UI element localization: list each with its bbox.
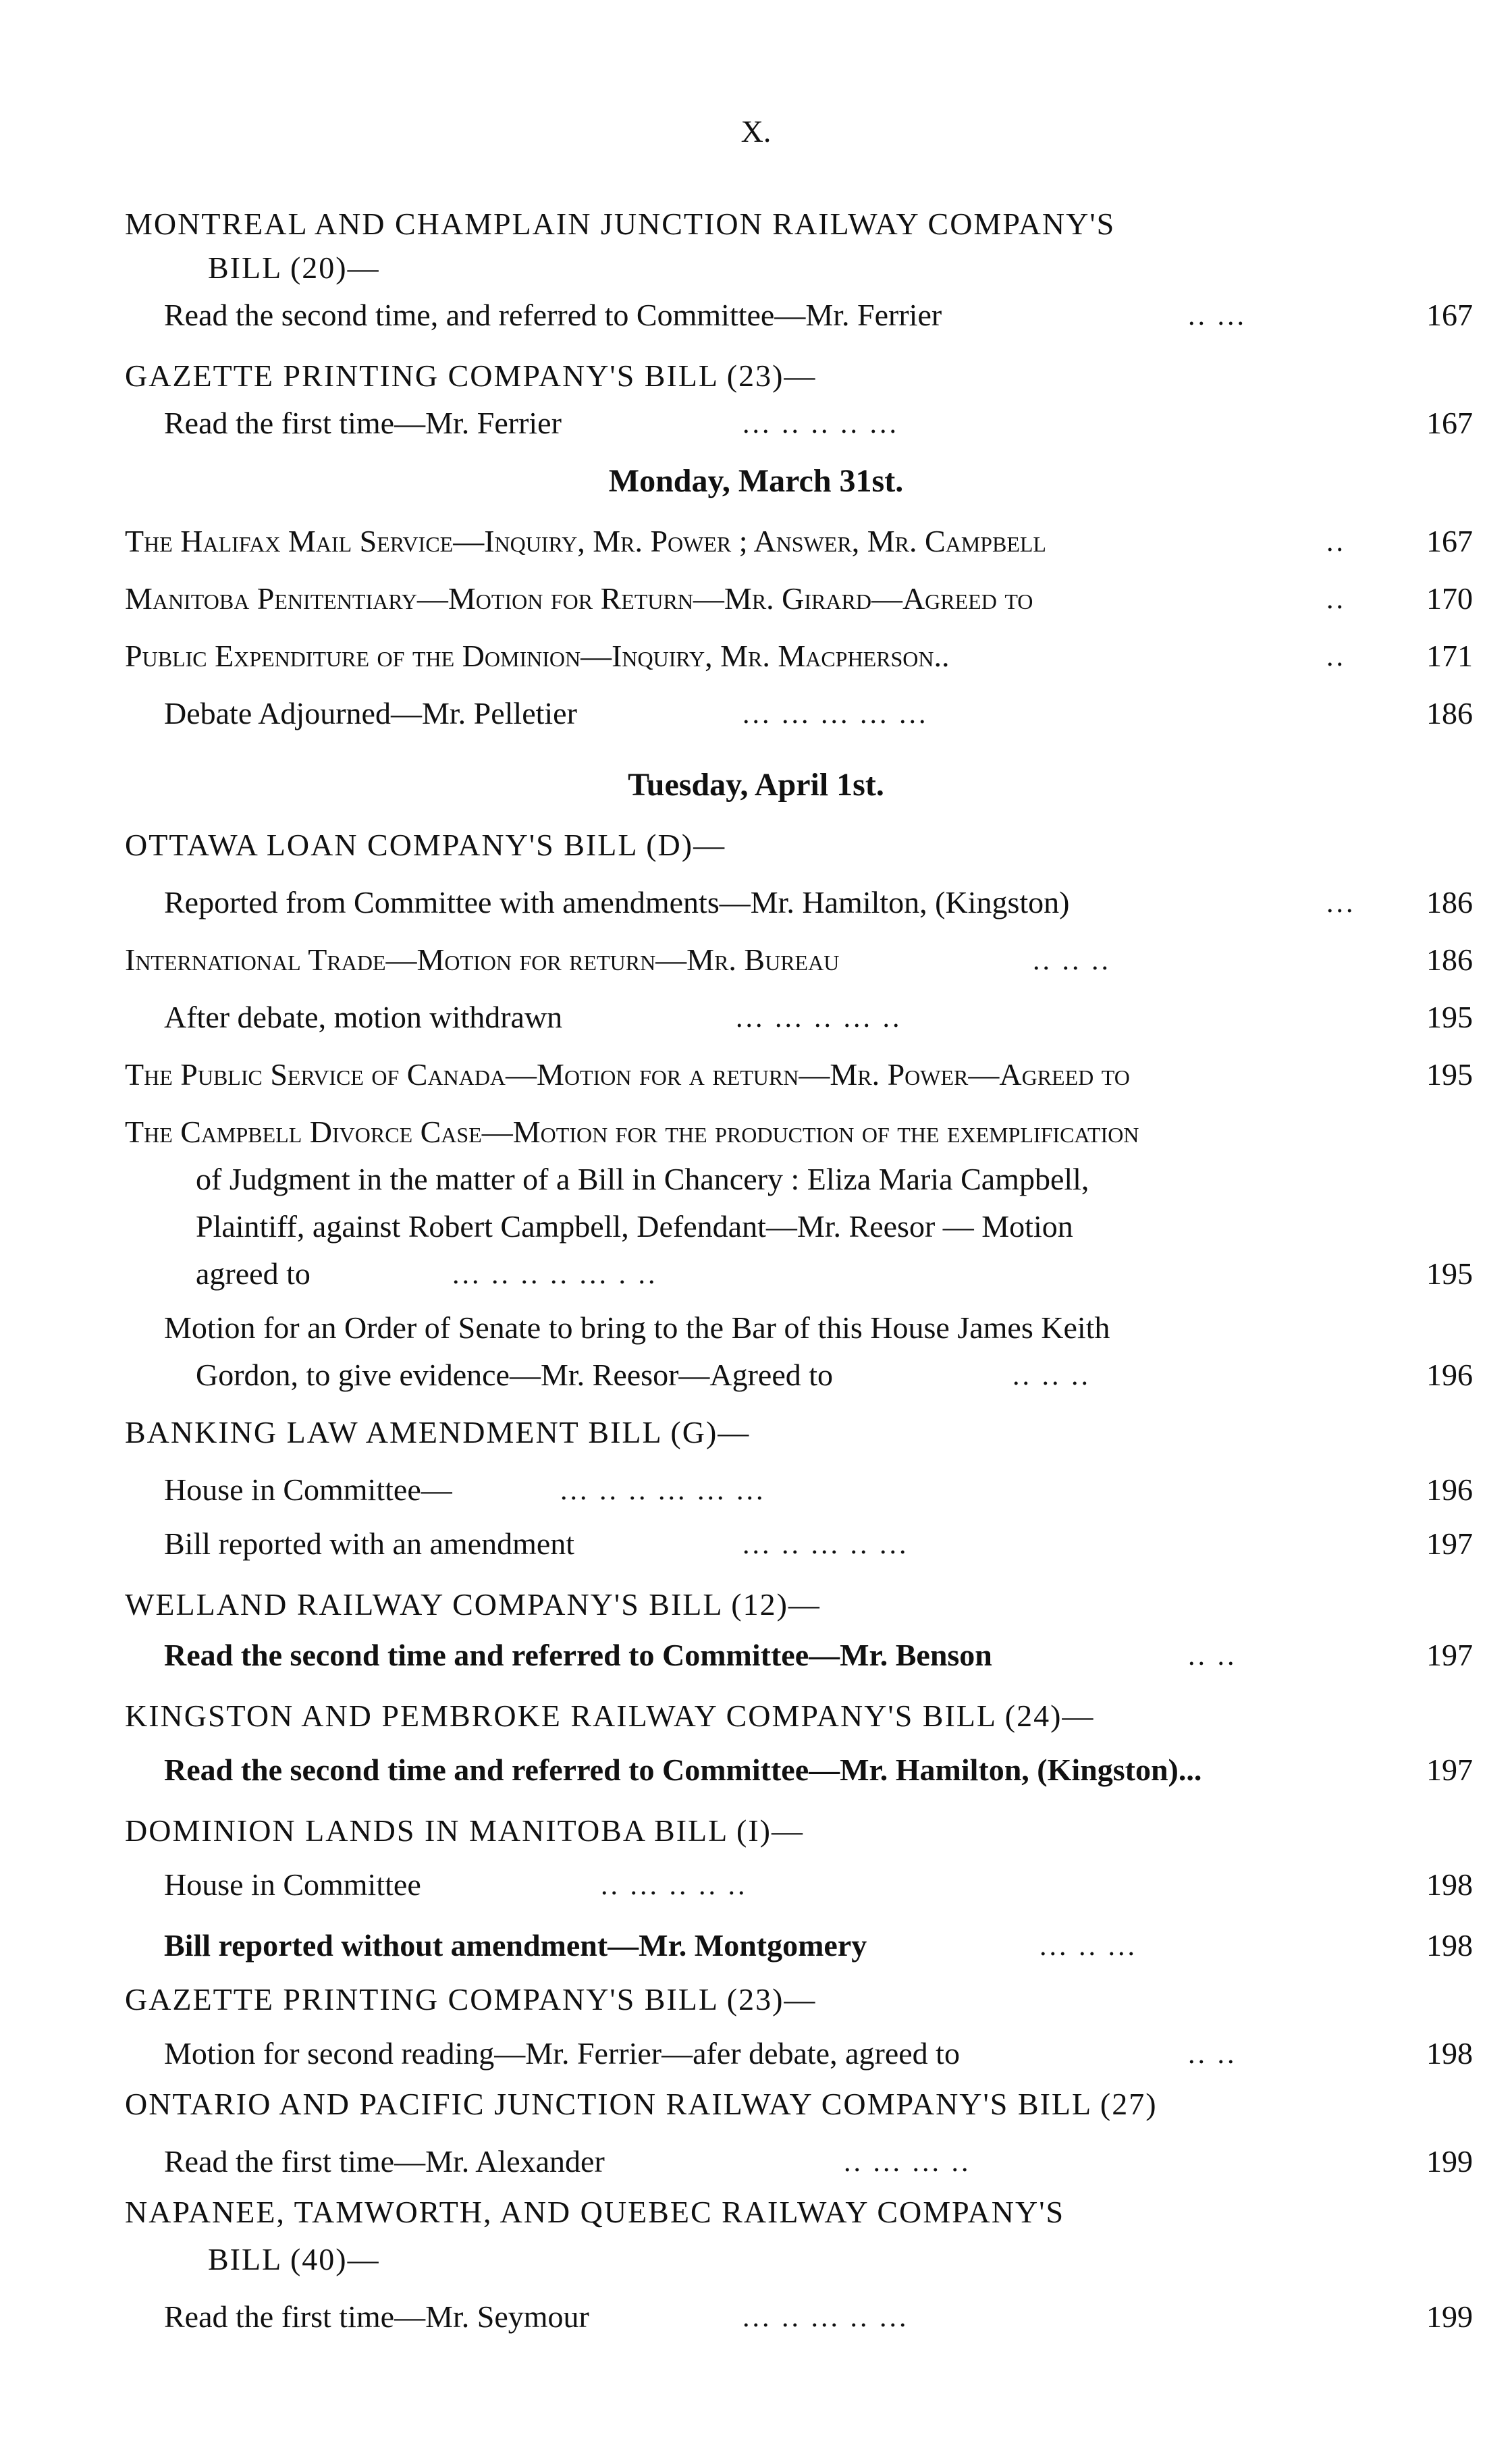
index-entry-text: Manitoba Penitentiary—Motion for Return—Mr. Girard—Agreed to bbox=[125, 581, 1033, 616]
bill-heading: OTTAWA LOAN COMPANY'S BILL (D)— bbox=[125, 828, 726, 862]
leader-dots: .. ... .. .. .. bbox=[601, 1870, 748, 1901]
page-reference: 186 bbox=[1426, 942, 1473, 977]
leader-dots: .. ... bbox=[1188, 300, 1247, 331]
index-entry-text: Public Expenditure of the Dominion—Inquiry, Mr. Macpherson.. bbox=[125, 639, 950, 673]
index-entry-text: Read the first time—Mr. Alexander bbox=[164, 2144, 605, 2179]
bill-heading: MONTREAL AND CHAMPLAIN JUNCTION RAILWAY COMPANY'S bbox=[125, 207, 1116, 241]
leader-dots: .. .. .. bbox=[1033, 945, 1111, 976]
page-reference: 171 bbox=[1426, 639, 1473, 673]
leader-dots: .. .. bbox=[1188, 1640, 1237, 1672]
index-entry-text: of Judgment in the matter of a Bill in Chancery : Eliza Maria Campbell, bbox=[196, 1162, 1089, 1196]
index-entry-text: Read the first time—Mr. Ferrier bbox=[164, 406, 562, 440]
index-entry-text: The Halifax Mail Service—Inquiry, Mr. Power ; Answer, Mr. Campbell bbox=[125, 524, 1046, 558]
leader-dots: ... .. .. ... ... ... bbox=[560, 1475, 766, 1506]
page-reference: 167 bbox=[1426, 406, 1473, 440]
page-reference: 186 bbox=[1426, 696, 1473, 730]
page-number: X. bbox=[740, 114, 772, 149]
bill-heading: GAZETTE PRINTING COMPANY'S BILL (23)— bbox=[125, 1982, 817, 2017]
bill-heading: BANKING LAW AMENDMENT BILL (G)— bbox=[125, 1415, 751, 1449]
leader-dots: .. bbox=[1326, 641, 1346, 672]
index-entry-text: Debate Adjourned—Mr. Pelletier bbox=[164, 696, 577, 730]
leader-dots: .. bbox=[1326, 584, 1346, 615]
leader-dots: .. bbox=[1326, 527, 1346, 558]
bill-heading: BILL (20)— bbox=[208, 250, 380, 285]
index-entry-text: Bill reported with an amendment bbox=[164, 1526, 575, 1561]
leader-dots: ... .. ... .. ... bbox=[742, 2302, 909, 2333]
section-date: Tuesday, April 1st. bbox=[628, 767, 884, 803]
leader-dots: .. ... ... .. bbox=[844, 2147, 971, 2178]
page-reference: 195 bbox=[1426, 1256, 1473, 1291]
page-reference: 195 bbox=[1426, 1057, 1473, 1092]
leader-dots: ... ... .. ... .. bbox=[736, 1003, 902, 1034]
leader-dots: .. .. .. bbox=[1013, 1360, 1091, 1391]
page-reference: 196 bbox=[1426, 1358, 1473, 1392]
index-entry-text: International Trade—Motion for return—Mr. Bureau bbox=[125, 942, 840, 977]
index-entry-text: House in Committee bbox=[164, 1867, 421, 1902]
index-entry-text: Motion for second reading—Mr. Ferrier—afer debate, agreed to bbox=[164, 2036, 960, 2071]
page-reference: 186 bbox=[1426, 885, 1473, 919]
page-reference: 167 bbox=[1426, 298, 1473, 332]
page-reference: 199 bbox=[1426, 2144, 1473, 2179]
leader-dots: ... .. .. .. ... . .. bbox=[452, 1259, 658, 1290]
bill-heading: NAPANEE, TAMWORTH, AND QUEBEC RAILWAY COMPANY'S bbox=[125, 2195, 1065, 2229]
index-entry-text: Reported from Committee with amendments—Mr. Hamilton, (Kingston) bbox=[164, 885, 1070, 919]
index-entry-text: After debate, motion withdrawn bbox=[164, 1000, 563, 1034]
index-entry-text: Plaintiff, against Robert Campbell, Defendant—Mr. Reesor — Motion bbox=[196, 1209, 1073, 1244]
leader-dots: .. .. bbox=[1188, 2039, 1237, 2070]
index-entry-text: The Public Service of Canada—Motion for a return—Mr. Power—Agreed to bbox=[125, 1057, 1130, 1092]
index-entry-text: Motion for an Order of Senate to bring to the Bar of this House James Keith bbox=[164, 1310, 1110, 1345]
page-reference: 198 bbox=[1426, 1867, 1473, 1902]
index-entry-text: Gordon, to give evidence—Mr. Reesor—Agreed to bbox=[196, 1358, 834, 1392]
section-date: Monday, March 31st. bbox=[608, 463, 904, 499]
leader-dots: ... bbox=[1326, 888, 1356, 919]
leader-dots: ... .. ... .. ... bbox=[742, 1529, 909, 1560]
leader-dots: ... .. .. .. ... bbox=[742, 408, 899, 439]
page-reference: 197 bbox=[1426, 1526, 1473, 1561]
index-entry-text: Read the second time, and referred to Committee—Mr. Ferrier bbox=[164, 298, 942, 332]
page-reference: 198 bbox=[1426, 2036, 1473, 2071]
page-reference: 170 bbox=[1426, 581, 1473, 616]
index-entry-text: agreed to bbox=[196, 1256, 310, 1291]
index-entry-text: The Campbell Divorce Case—Motion for the production of the exemplification bbox=[125, 1115, 1139, 1149]
page-reference: 195 bbox=[1426, 1000, 1473, 1034]
index-entry-text: House in Committee— bbox=[164, 1472, 452, 1507]
index-entry-text: Bill reported without amendment—Mr. Montgomery bbox=[164, 1928, 867, 1963]
page-reference: 197 bbox=[1426, 1753, 1473, 1787]
bill-heading: BILL (40)— bbox=[208, 2242, 380, 2276]
page-reference: 197 bbox=[1426, 1638, 1473, 1672]
leader-dots: ... ... ... ... ... bbox=[742, 699, 929, 730]
index-entry-text: Read the second time and referred to Committee—Mr. Benson bbox=[164, 1638, 992, 1672]
page-reference: 198 bbox=[1426, 1928, 1473, 1963]
page-reference: 167 bbox=[1426, 524, 1473, 558]
leader-dots: ... .. ... bbox=[1040, 1931, 1137, 1962]
bill-heading: DOMINION LANDS IN MANITOBA BILL (I)— bbox=[125, 1813, 804, 1848]
index-entry-text: Read the first time—Mr. Seymour bbox=[164, 2299, 589, 2334]
bill-heading: GAZETTE PRINTING COMPANY'S BILL (23)— bbox=[125, 358, 817, 393]
bill-heading: ONTARIO AND PACIFIC JUNCTION RAILWAY COMPANY'S BILL (27) bbox=[125, 2087, 1158, 2121]
page-reference: 199 bbox=[1426, 2299, 1473, 2334]
bill-heading: KINGSTON AND PEMBROKE RAILWAY COMPANY'S BILL (24)— bbox=[125, 1699, 1095, 1733]
page-reference: 196 bbox=[1426, 1472, 1473, 1507]
bill-heading: WELLAND RAILWAY COMPANY'S BILL (12)— bbox=[125, 1587, 821, 1622]
index-entry-text: Read the second time and referred to Committee—Mr. Hamilton, (Kingston)... bbox=[164, 1753, 1202, 1787]
